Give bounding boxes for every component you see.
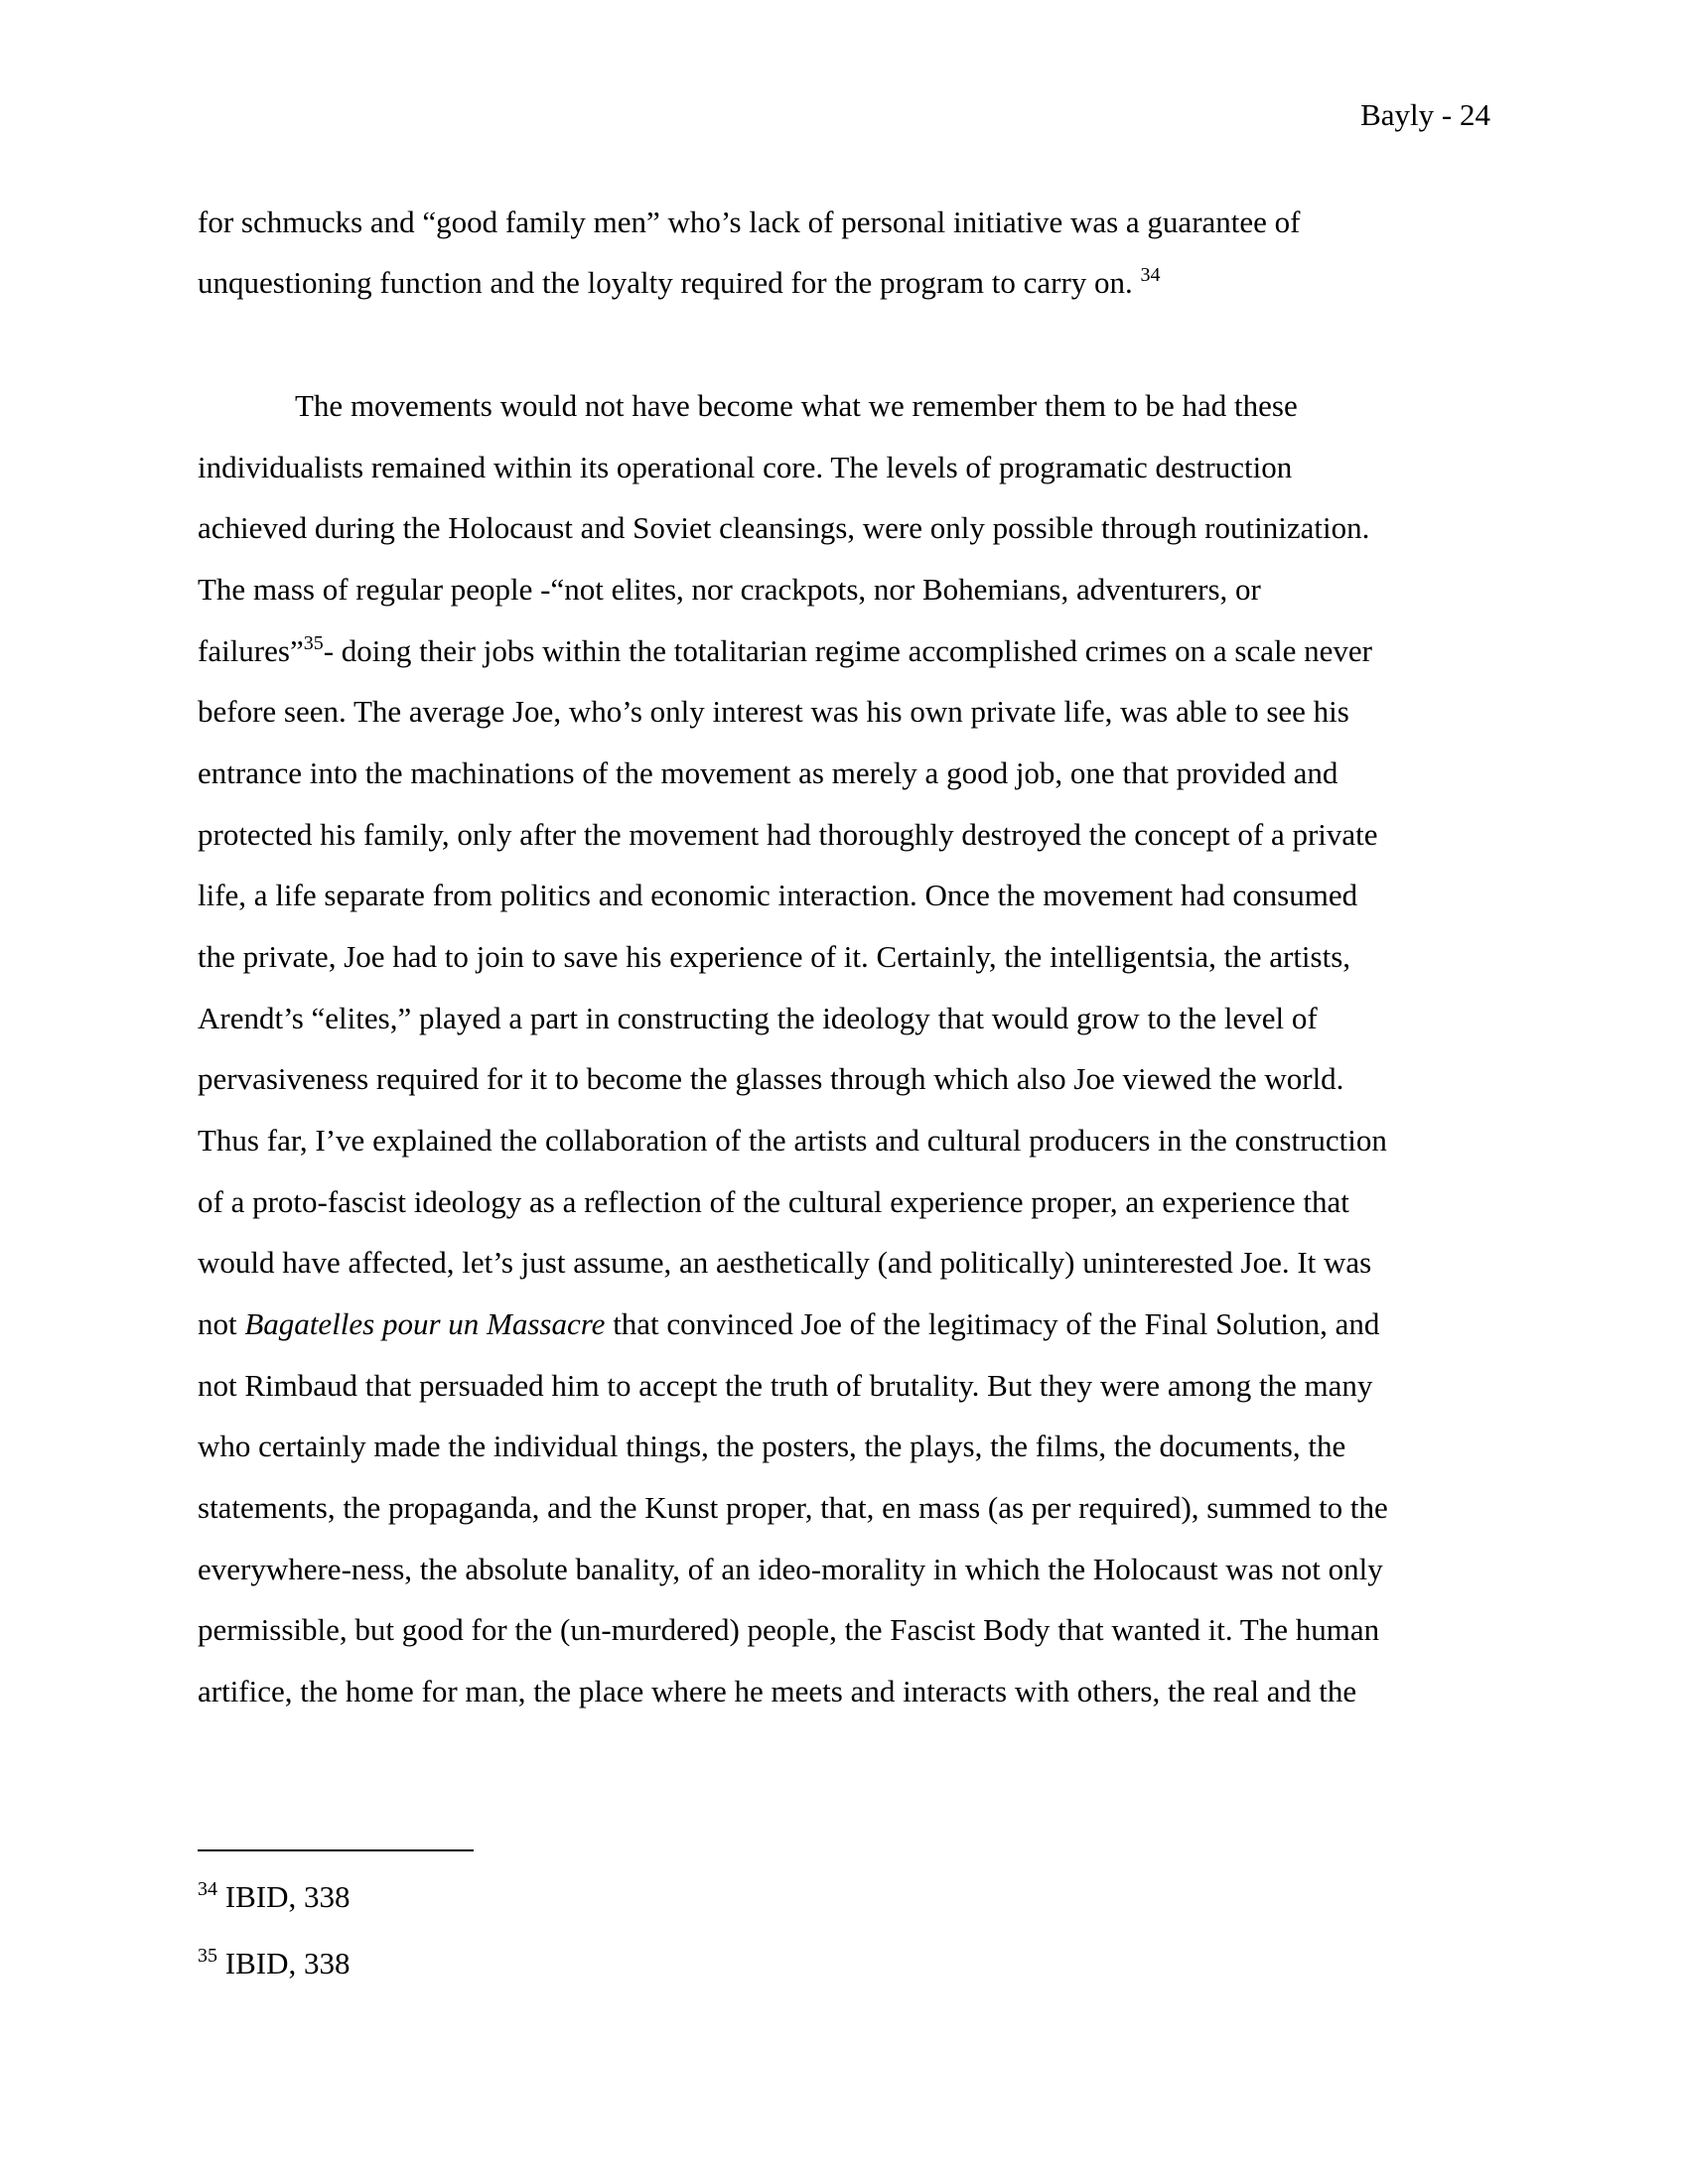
footnote-text: IBID, 338 xyxy=(217,1946,351,1980)
text-line: life, a life separate from politics and economic interaction. Once the movement had consumed xyxy=(198,878,1358,912)
text-line: before seen. The average Joe, who’s only interest was his own private life, was able to see his xyxy=(198,694,1349,729)
text-line: statements, the propaganda, and the Kunst proper, that, en mass (as per required), summed to the xyxy=(198,1490,1388,1525)
text-line: protected his family, only after the movement had thoroughly destroyed the concept of a private xyxy=(198,817,1378,852)
text-line: pervasiveness required for it to become the glasses through which also Joe viewed the world. xyxy=(198,1061,1344,1096)
text-line: entrance into the machinations of the movement as merely a good job, one that provided and xyxy=(198,755,1338,790)
footnote-34 xyxy=(198,1873,350,1921)
text-line: the private, Joe had to join to save his experience of it. Certainly, the intelligentsia, the artists, xyxy=(198,939,1351,974)
text-span: unquestioning function and the loyalty required for the program to carry on. xyxy=(198,265,1141,300)
text-line: permissible, but good for the (un-murdered) people, the Fascist Body that wanted it. The human xyxy=(198,1612,1380,1647)
footnote-35 xyxy=(198,1940,350,1987)
text-line: The mass of regular people -“not elites, nor crackpots, nor Bohemians, adventurers, or xyxy=(198,572,1261,607)
footnote-number: 34 xyxy=(198,1878,217,1900)
text-line: who certainly made the individual things, the posters, the plays, the films, the documents, the xyxy=(198,1429,1346,1463)
text-line: Arendt’s “elites,” played a part in constructing the ideology that would grow to the level of xyxy=(198,1001,1318,1035)
text-line: artifice, the home for man, the place where he meets and interacts with others, the real and the xyxy=(198,1674,1357,1708)
text-line: The movements would not have become what we remember them to be had these xyxy=(295,388,1298,423)
footnote-text: IBID, 338 xyxy=(217,1879,351,1914)
book-title: Bagatelles pour un Massacre xyxy=(244,1306,606,1341)
footnote-ref-34[interactable]: 34 xyxy=(1140,264,1161,286)
footnote-ref-35[interactable]: 35 xyxy=(303,632,324,654)
text-line xyxy=(198,259,1161,307)
text-line: achieved during the Holocaust and Soviet cleansings, were only possible through routinization. xyxy=(198,510,1370,545)
text-span: that convinced Joe of the legitimacy of the Final Solution, and xyxy=(605,1306,1380,1341)
running-header: Bayly - 24 xyxy=(1360,97,1490,132)
text-line: Thus far, I’ve explained the collaboration of the artists and cultural producers in the construction xyxy=(198,1123,1387,1158)
text-line xyxy=(198,1300,1379,1348)
text-span: - doing their jobs within the totalitarian regime accomplished crimes on a scale never xyxy=(323,633,1372,668)
text-line: of a proto-fascist ideology as a reflection of the cultural experience proper, an experience that xyxy=(198,1184,1349,1219)
text-line: not Rimbaud that persuaded him to accept the truth of brutality. But they were among the many xyxy=(198,1368,1373,1403)
text-line: individualists remained within its operational core. The levels of programatic destruction xyxy=(198,450,1293,484)
footnote-number: 35 xyxy=(198,1945,217,1967)
footnote-separator xyxy=(198,1849,474,1851)
text-line: for schmucks and “good family men” who’s lack of personal initiative was a guarantee of xyxy=(198,205,1301,239)
text-line xyxy=(198,627,1372,675)
text-span: not xyxy=(198,1306,245,1341)
text-line: everywhere-ness, the absolute banality, of an ideo-morality in which the Holocaust was not only xyxy=(198,1552,1383,1586)
text-span: failures” xyxy=(198,633,304,668)
text-line: would have affected, let’s just assume, an aesthetically (and politically) uninterested Joe. It was xyxy=(198,1245,1372,1280)
